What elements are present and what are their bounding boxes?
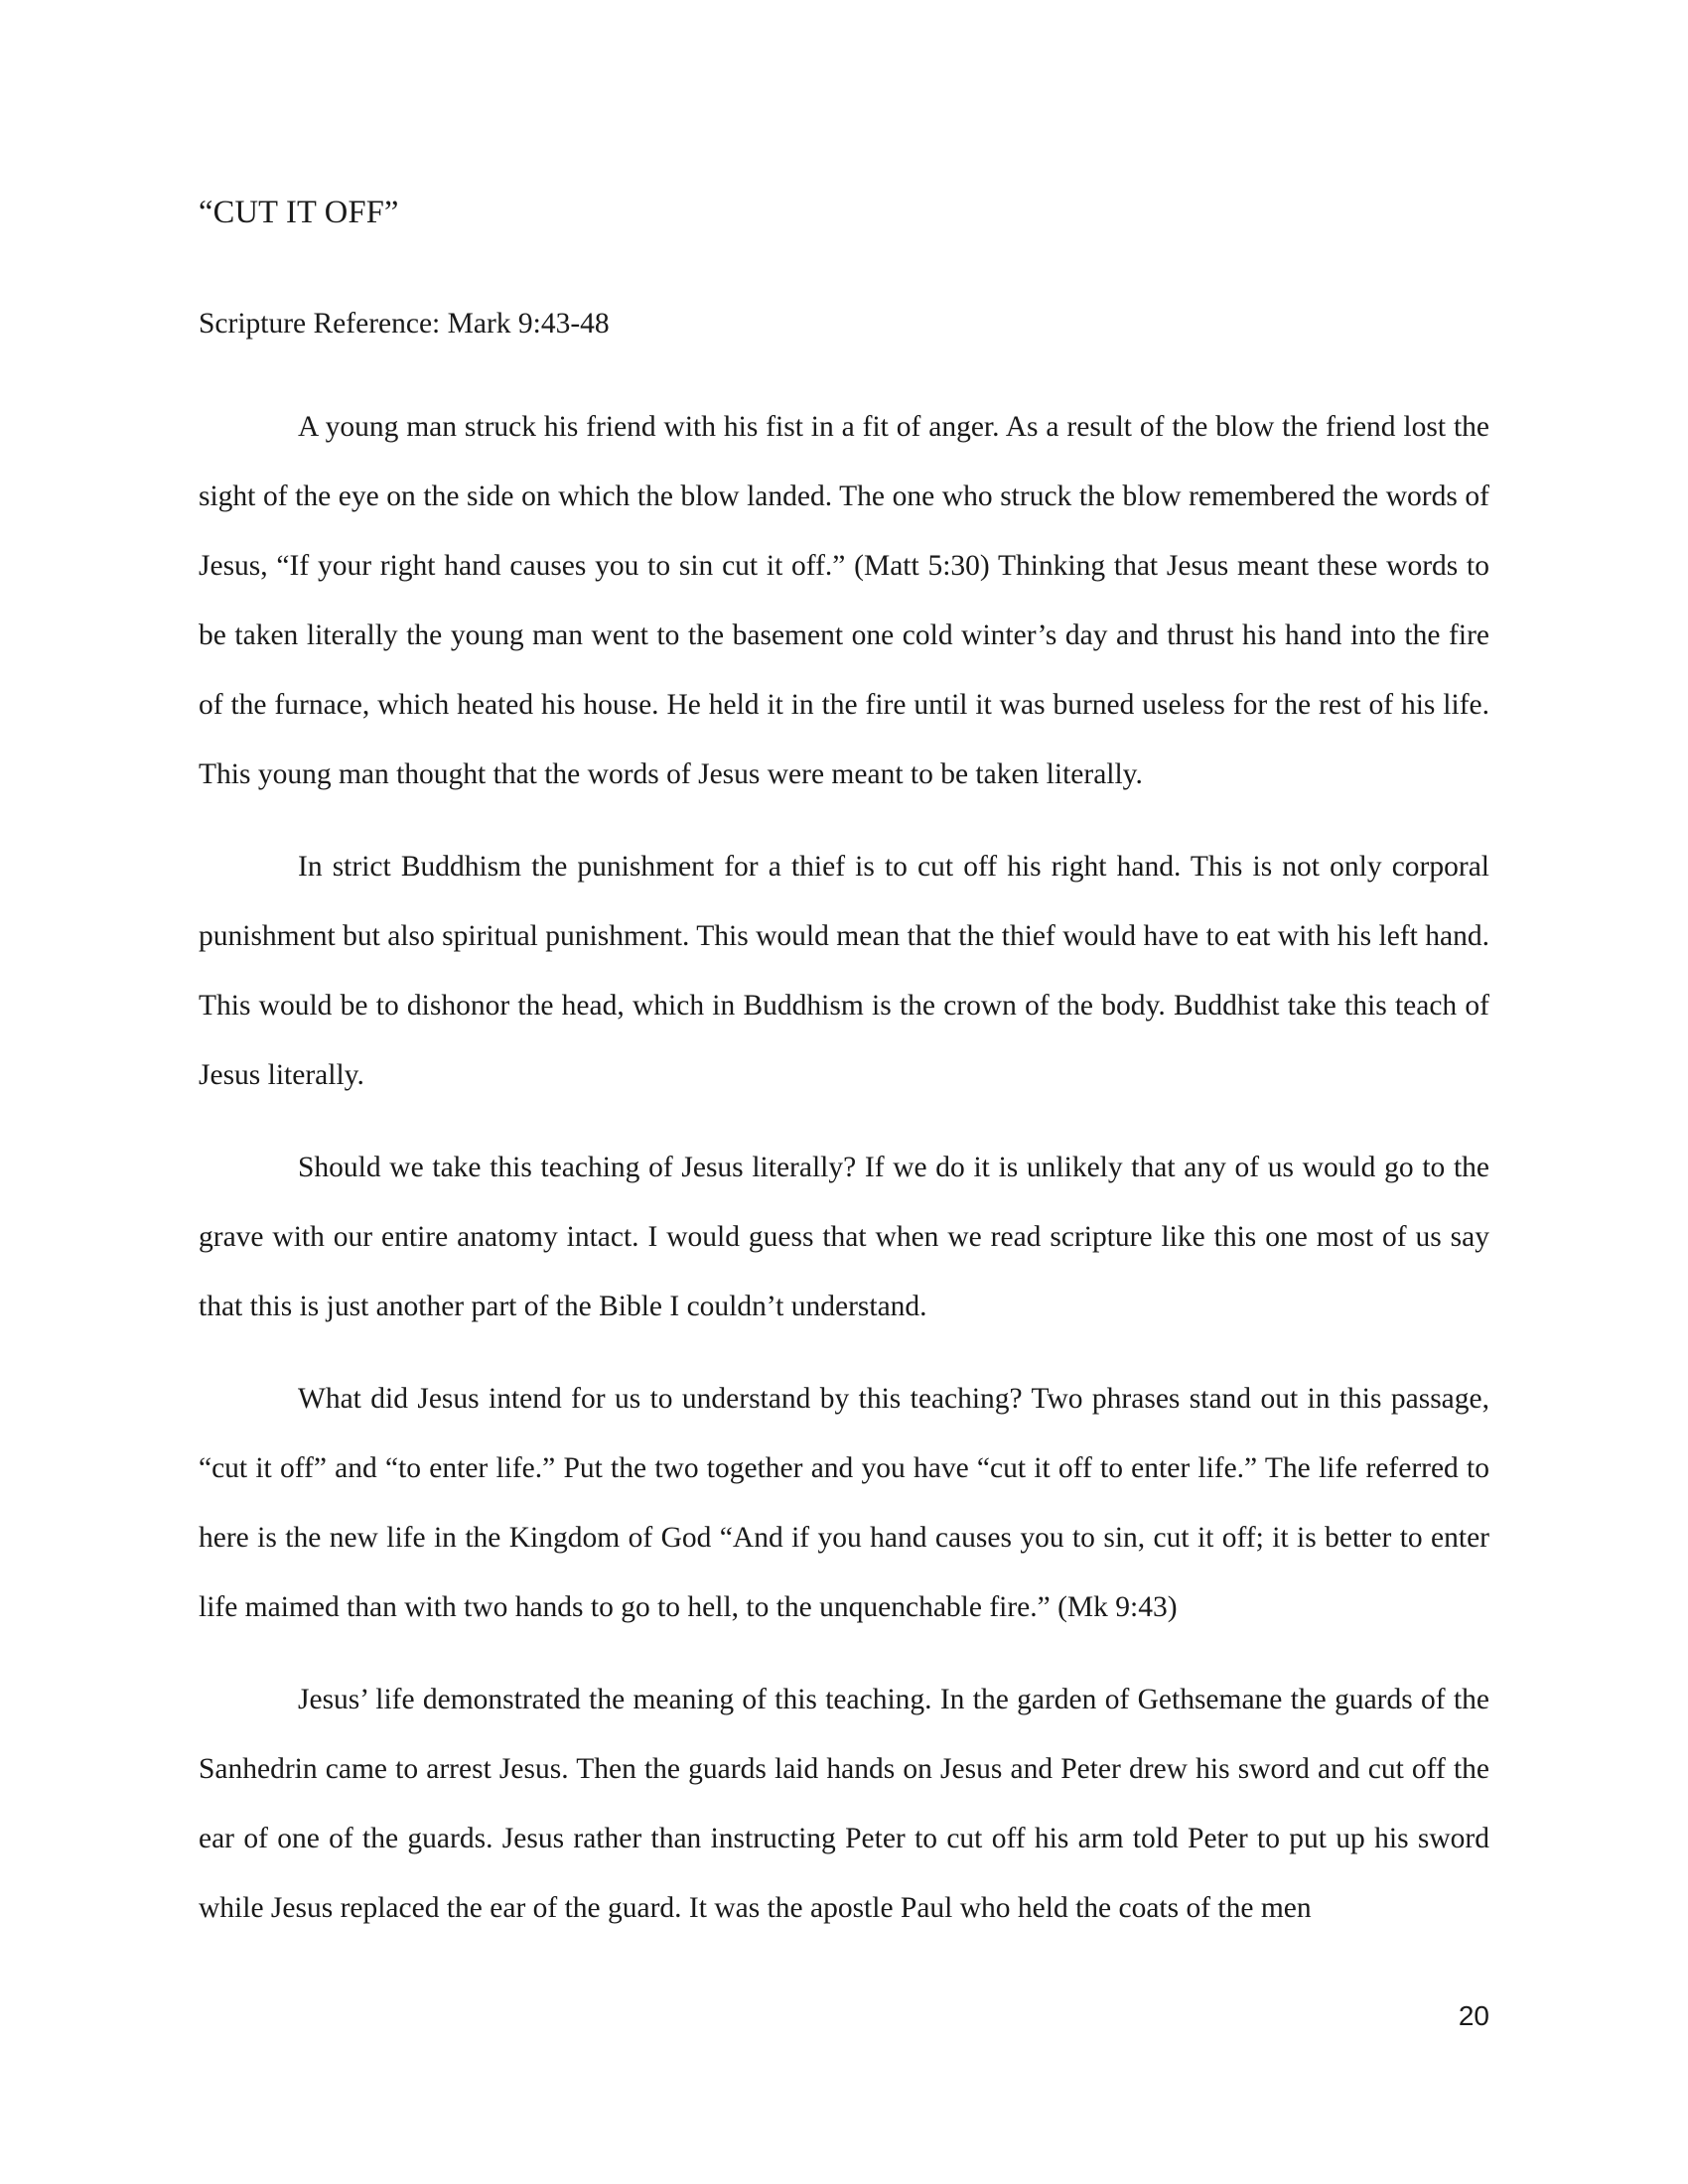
body-text [199, 392, 1489, 1966]
page-title: “CUT IT OFF” [199, 195, 399, 230]
paragraph-enter-life: What did Jesus intend for us to understand by this teaching? Two phrases stand out in this passage, “cut it off” and “to enter life.” Put the two together and you have “cut it off to enter life.” The life referred to here is the new life in the Kingdom of God “And if you hand causes you to sin, cut it off; it is better to enter life maimed than with two hands to go to hell, to the unquenchable fire.” (Mk 9:43) [199, 1383, 1489, 1623]
paragraph-buddhism: In strict Buddhism the punishment for a thief is to cut off his right hand. This is not only corporal punishment but also spiritual punishment. This would mean that the thief would have to eat with his left hand. This would be to dishonor the head, which in Buddhism is the crown of the body. Buddhist take this teach of Jesus literally. [199, 851, 1489, 1091]
paragraph-young-man: A young man struck his friend with his fist in a fit of anger. As a result of the blow the friend lost the sight of the eye on the side on which the blow landed. The one who struck the blow remembered the words of Jesus, “If your right hand causes you to sin cut it off.” (Matt 5:30) Thinking that Jesus meant these words to be taken literally the young man went to the basement one cold winter’s day and thrust his hand into the fire of the furnace, which heated his house. He held it in the fire until it was burned useless for the rest of his life. This young man thought that the words of Jesus were meant to be taken literally. [199, 411, 1489, 790]
paragraph-literal-question: Should we take this teaching of Jesus literally? If we do it is unlikely that any of us would go to the grave with our entire anatomy intact. I would guess that when we read scripture like this one most of us say that this is just another part of the Bible I couldn’t understand. [199, 1152, 1489, 1322]
page-number: 20 [1458, 2000, 1489, 2031]
scripture-reference: Scripture Reference: Mark 9:43-48 [199, 308, 610, 340]
paragraph-gethsemane: Jesus’ life demonstrated the meaning of this teaching. In the garden of Gethsemane the guards of the Sanhedrin came to arrest Jesus. Then the guards laid hands on Jesus and Peter drew his sword and cut off the ear of one of the guards. Jesus rather than instructing Peter to cut off his arm told Peter to put up his sword while Jesus replaced the ear of the guard. It was the apostle Paul who held the coats of the men [199, 1684, 1489, 1924]
